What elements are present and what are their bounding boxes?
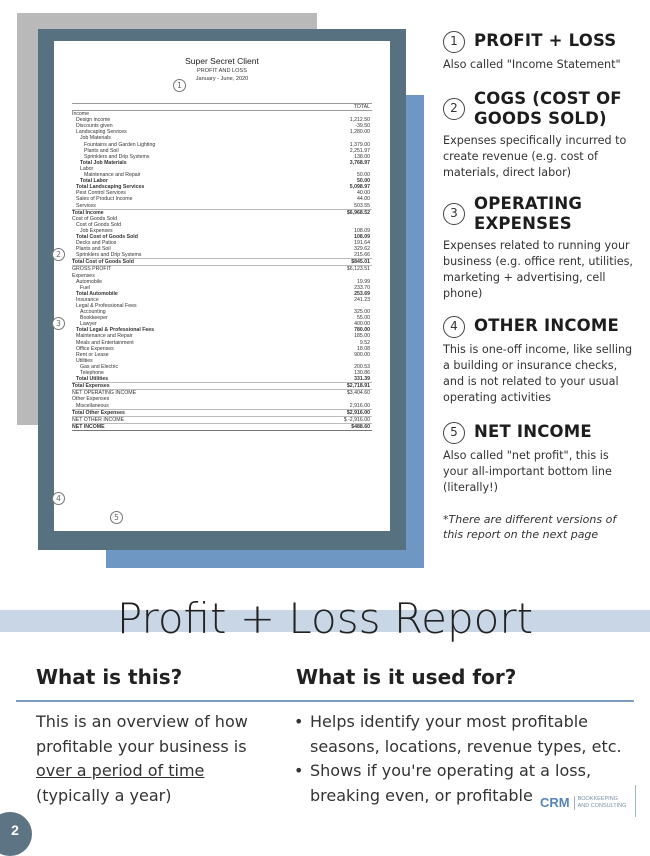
report-row: [72, 265, 372, 272]
logo-line-1: BOOKKEEPING: [577, 795, 618, 802]
callout-title: OPERATING EXPENSES: [474, 194, 583, 233]
report-row: [72, 416, 372, 423]
report-row-label: Fuel: [80, 284, 91, 291]
callout-desc: Expenses related to running your business (e.g. office rent, utilities, marketing + advertising, cell phone): [443, 239, 633, 300]
callout-number: 5: [443, 422, 465, 444]
report-row-value: 191.64: [354, 240, 370, 247]
report-row-value: 200.53: [354, 363, 370, 370]
report-row-value: 50.00: [357, 172, 370, 179]
versions-note: *There are different versions of this report on the next page: [443, 513, 617, 541]
callout-title: PROFIT + LOSS: [474, 31, 617, 50]
report-row-label: Decks and Patios: [76, 240, 117, 247]
report-row-value: 329.62: [354, 246, 370, 253]
used-heading: What is it used for?: [296, 665, 517, 689]
report-row-value: 1,379.00: [349, 141, 370, 148]
pl-report-sheet: [54, 41, 390, 531]
crm-logo: [540, 795, 626, 810]
report-row-value: 400.00: [354, 321, 370, 328]
report-row: [72, 423, 372, 431]
report-row-value: 5,098.97: [349, 184, 370, 191]
callout-number: 1: [443, 31, 465, 53]
callout-title: NET INCOME: [474, 422, 592, 441]
what-heading: What is this?: [36, 665, 183, 689]
report-row-label: NET OPERATING INCOME: [72, 390, 137, 397]
report-row-label: Job Expenses: [80, 227, 113, 234]
report-row-label: GROSS PROFIT: [72, 266, 112, 273]
report-row-label: Expenses: [72, 272, 95, 279]
report-row-value: 1,212.50: [349, 117, 370, 124]
report-row-value: 108.09: [354, 227, 370, 234]
sheet-marker-4: 4: [52, 492, 65, 505]
report-row-label: Total Other Expenses: [72, 409, 125, 416]
report-row-label: Automobile: [76, 278, 102, 285]
report-row-label: Design income: [76, 117, 111, 124]
report-row-label: NET INCOME: [72, 423, 105, 430]
report-row-value: 241.23: [354, 296, 370, 303]
page-title: Profit + Loss Report: [116, 594, 534, 643]
report-row-label: Income: [72, 111, 90, 118]
report-row-value: 253.69: [354, 290, 370, 297]
report-row-value: 503.55: [354, 202, 370, 209]
report-row-label: Job Materials: [80, 135, 111, 142]
report-row-value: 331.39: [354, 376, 370, 383]
report-row-label: Maintenance and Repair: [76, 333, 133, 340]
report-row-label: Labor: [80, 165, 94, 172]
report-row-value: 215.66: [354, 252, 370, 259]
report-row-label: Plants and Soil: [84, 147, 119, 154]
report-row-label: Total Landscaping Services: [76, 184, 145, 191]
report-row-value: $2,916.00: [346, 409, 370, 416]
report-row-value: $2,718.91: [346, 383, 370, 390]
what-text-2: (typically a year): [36, 785, 172, 805]
callout-number: 4: [443, 316, 465, 338]
report-row-label: Pest Control Services: [76, 190, 126, 197]
uses-list: [290, 710, 640, 808]
report-row-value: 108.09: [354, 233, 370, 240]
report-row-value: 44.00: [357, 196, 370, 203]
section-divider: [16, 700, 634, 702]
report-row-value: 40.00: [357, 190, 370, 197]
report-row-label: Total Cost of Goods Sold: [72, 259, 134, 266]
report-row: [72, 389, 372, 396]
report-client: Super Secret Client: [185, 56, 259, 66]
report-row-label: Sprinklers and Drip Systems: [76, 252, 142, 259]
report-row-value: 185.00: [354, 333, 370, 340]
report-row-label: Discounts given: [76, 123, 113, 130]
report-row: [72, 209, 372, 216]
report-row-label: Miscellaneous: [76, 402, 109, 409]
report-row-label: Total Income: [72, 209, 104, 216]
callout-operating-expenses: [443, 194, 633, 302]
report-row-label: Total Utilities: [76, 376, 109, 383]
report-rows: [72, 111, 372, 431]
logo-subtitle: [574, 796, 627, 810]
report-row-value: $845.01: [351, 259, 370, 266]
report-row-value: 325.00: [354, 309, 370, 316]
report-row-value: $6,123.51: [346, 266, 370, 273]
what-text: [36, 710, 276, 808]
report-row-value: 55.00: [357, 315, 370, 322]
report-row-label: Utilities: [76, 357, 93, 364]
report-row-label: Gas and Electric: [80, 363, 119, 370]
report-row-label: Sales of Product Income: [76, 196, 133, 203]
report-row-label: Sprinklers and Drip Systems: [84, 153, 150, 160]
callout-number: 2: [443, 98, 465, 120]
page-number-badge: 2: [0, 812, 32, 856]
report-row-value: $3,404.60: [346, 390, 370, 397]
report-row-label: Meals and Entertainment: [76, 339, 134, 346]
sheet-marker-3: 3: [52, 317, 65, 330]
uses-item: • Helps identify your most profitable seasons, locations, revenue types, etc.: [290, 710, 640, 759]
report-row-label: Landscaping Services: [76, 129, 127, 136]
report-row-label: Lawyer: [80, 321, 97, 328]
callout-desc: This is one-off income, like selling a building or insurance checks, and is not related to your usual operating activities: [443, 343, 633, 404]
report-row-label: Plants and Soil: [76, 246, 111, 253]
callout-cogs: [443, 89, 633, 181]
report-row-label: Cost of Goods Sold: [72, 215, 117, 222]
report-row-label: Total Labor: [80, 178, 108, 185]
report-row-value: 900.00: [354, 351, 370, 358]
report-row-label: Total Automobile: [76, 290, 118, 297]
report-row-label: Total Legal & Professional Fees: [76, 327, 155, 334]
report-row-value: 130.86: [354, 370, 370, 377]
total-column-header: TOTAL: [72, 103, 372, 111]
callout-title: COGS (COST OF GOODS SOLD): [474, 89, 622, 128]
report-row-value: 3,768.97: [349, 159, 370, 166]
sheet-marker-2: 2: [52, 248, 65, 261]
uses-item: • Shows if you're operating at a loss, breaking even, or profitable: [290, 759, 640, 808]
callout-other-income: [443, 316, 633, 406]
report-row: [72, 382, 372, 389]
report-row-label: Legal & Professional Fees: [76, 303, 137, 309]
callout-profit-loss: [443, 31, 643, 73]
report-row-label: Fountains and Garden Lighting: [84, 141, 156, 148]
what-text-1: This is an overview of how profitable your business is: [36, 712, 248, 756]
callout-number: 3: [443, 203, 465, 225]
report-period: January - June, 2020: [195, 76, 249, 82]
report-row-label: Total Expenses: [72, 383, 110, 390]
logo-crosshair: [635, 785, 636, 817]
report-row-value: $ -2,916.00: [343, 416, 370, 423]
report-row-value: 18.08: [357, 345, 370, 352]
report-row-value: 9.52: [359, 339, 370, 346]
report-row-value: $6,968.52: [346, 209, 370, 216]
logo-mark: CRM: [540, 795, 570, 810]
report-row: [72, 409, 372, 416]
callout-net-income: [443, 422, 633, 496]
sheet-marker-1: 1: [173, 79, 186, 92]
report-row-label: Accounting: [80, 309, 106, 316]
report-row-value: -39.50: [355, 123, 370, 130]
report-row-label: Total Job Materials: [80, 159, 127, 166]
report-row-value: 138.00: [354, 153, 370, 160]
logo-line-2: AND CONSULTING: [577, 802, 627, 809]
sheet-marker-5: 5: [110, 511, 123, 524]
report-row-label: Bookkeeper: [80, 315, 108, 322]
report-row-value: 1,280.00: [349, 129, 370, 136]
report-row-label: Rent or Lease: [76, 351, 109, 358]
report-row-label: Other Expenses: [72, 396, 110, 403]
what-text-underlined: over a period of time: [36, 761, 205, 780]
report-row-value: $488.60: [351, 423, 370, 430]
report-row-label: Cost of Goods Sold: [76, 221, 121, 228]
report-row-label: Total Cost of Goods Sold: [76, 233, 138, 240]
report-row-value: 233.70: [354, 284, 370, 291]
report-row-value: 2,916.00: [349, 402, 370, 409]
report-row-label: Office Expenses: [76, 345, 114, 352]
callout-desc: Also called "Income Statement": [443, 58, 621, 71]
report-row-value: 19.99: [357, 278, 370, 285]
report-row-label: Insurance: [76, 296, 99, 303]
callout-title: OTHER INCOME: [474, 316, 619, 335]
report-row-label: Maintenance and Repair: [84, 172, 141, 179]
callout-desc: Also called "net profit", this is your all-important bottom line (literally!): [443, 449, 612, 494]
report-row-value: 780.00: [354, 327, 370, 334]
report-row-label: Telephone: [80, 370, 104, 377]
report-title: PROFIT AND LOSS: [197, 68, 247, 74]
report-row-value: 2,251.97: [349, 147, 370, 154]
report-row-label: Services: [76, 202, 96, 209]
report-row-label: NET OTHER INCOME: [72, 416, 125, 423]
report-row-value: 50.00: [357, 178, 370, 185]
report-row: [72, 258, 372, 265]
callout-desc: Expenses specifically incurred to create revenue (e.g. cost of materials, direct labor): [443, 134, 627, 179]
